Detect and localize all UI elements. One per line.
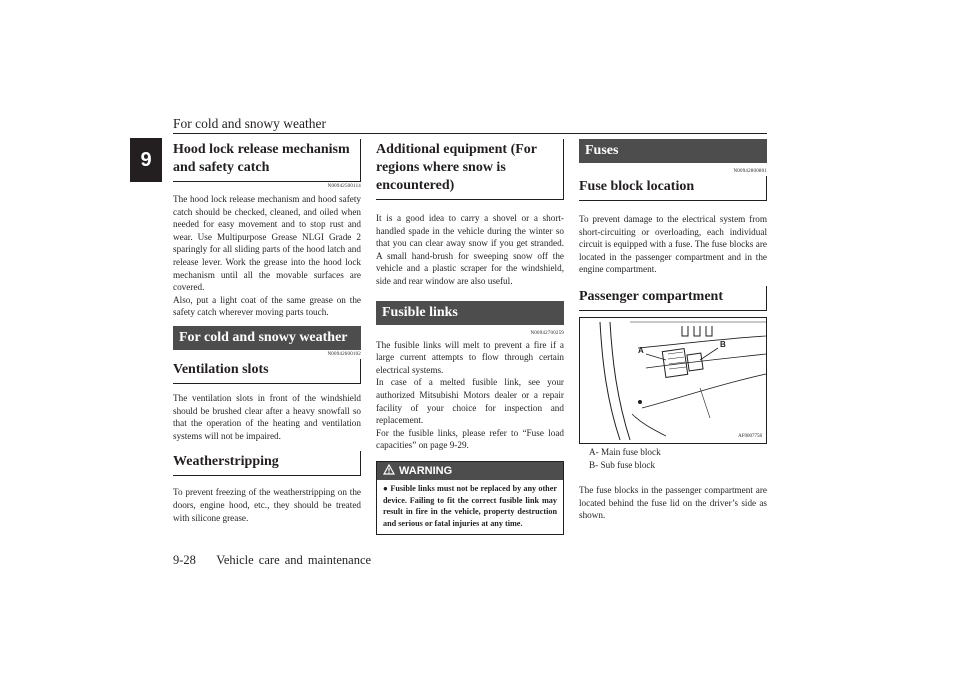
weatherstripping-text: To prevent freezing of the weatherstripping on the doors, engine hood, etc., they should be treated with silicone grease. [173,487,361,523]
page-number: 9-28 [173,553,196,567]
figure-label-b: B [720,339,726,349]
warning-box [376,461,564,535]
fuse-block-figure [579,317,767,444]
fuse-closing-text: The fuse blocks in the passenger compartment are located behind the fuse lid on the driver’s side as shown. [579,485,767,521]
additional-equipment-heading: Additional equipment (For regions where snow is encountered) [376,139,564,200]
weatherstripping-heading: Weatherstripping [173,451,361,476]
header-rule [173,133,767,134]
hood-text-2: Also, put a light coat of the same grease on the safety catch wherever moving parts touch. [173,294,361,318]
fusible-code: N00942700259 [530,330,564,336]
fuses-heading: Fuses [579,139,767,163]
additional-equipment-text: It is a good idea to carry a shovel or a short-handled spade in the vehicle during the winter so that you can clear away snow if you get stranded. A small hand-brush for sweeping snow off the vehicle and a plastic scraper for the windshield, side and rear window are also useful. [376,213,564,286]
fuse-block-drawing [580,318,768,443]
fusible-text-1: The fusible links will melt to prevent a fire if a large current attempts to flow through certain electrical systems. [376,339,564,375]
warning-body [377,480,563,534]
column-3 [579,139,767,522]
passenger-compartment-heading: Passenger compartment [579,286,767,311]
cold-weather-heading: For cold and snowy weather [173,326,361,350]
legend-a: A- Main fuse block [589,446,661,457]
cold-code: N00942600102 [327,351,361,357]
figure-legend [579,446,767,471]
running-header: For cold and snowy weather [173,116,326,131]
figure-label-a: A [638,345,644,355]
fusible-text-2: In case of a melted fusible link, see your authorized Mitsubishi Motors dealer or a repair facility of your choice for inspection and replacement. [376,377,564,426]
fuse-location-text: To prevent damage to the electrical system from short-circuiting or overloading, each individual circuit is equipped with a fuse. The fuse blocks are located in the passenger compartment and in the engine compartment. [579,214,767,275]
hood-text: The hood lock release mechanism and hood safety catch should be checked, cleaned, and oiled when needed for easy movement and to stop rust and wear. Use Multipurpose Grease NLGI Grade 2 sparingly for all sliding parts of the hood latch and release lever. Work the grease into the hood lock mechanism until all the movable surfaces are covered. [173,194,361,293]
ventilation-text: The ventilation slots in front of the windshield should be brushed clear after a heavy snowfall so that the operation of the heating and ventilation systems will not be impaired. [173,392,361,441]
column-1 [173,139,361,524]
warning-label: WARNING [399,464,453,477]
fuses-code: N00942800801 [733,169,767,174]
chapter-tab: 9 [130,138,162,182]
warning-header [377,462,563,480]
ventilation-heading: Ventilation slots [173,359,361,384]
legend-b: B- Sub fuse block [589,459,656,470]
hood-heading: Hood lock release mechanism and safety catch [173,139,361,182]
warning-triangle-icon [383,464,395,478]
figure-code: AF0007758 [738,433,762,439]
page-footer [173,553,371,568]
hood-code: N00942500114 [327,184,361,189]
fusible-links-heading: Fusible links [376,301,564,325]
column-2 [376,139,564,535]
footer-section-title: Vehicle care and maintenance [216,553,372,567]
warning-text: Fusible links must not be replaced by any other device. Failing to fit the correct fusible link may result in fire in the vehicle, property destruction and serious or fatal injuries at any time. [383,483,557,528]
bullet-dot-icon: ● [383,483,391,493]
fuse-block-location-heading: Fuse block location [579,176,767,201]
fusible-text-3: For the fusible links, please refer to “Fuse load capacities” on page 9-29. [376,427,564,451]
